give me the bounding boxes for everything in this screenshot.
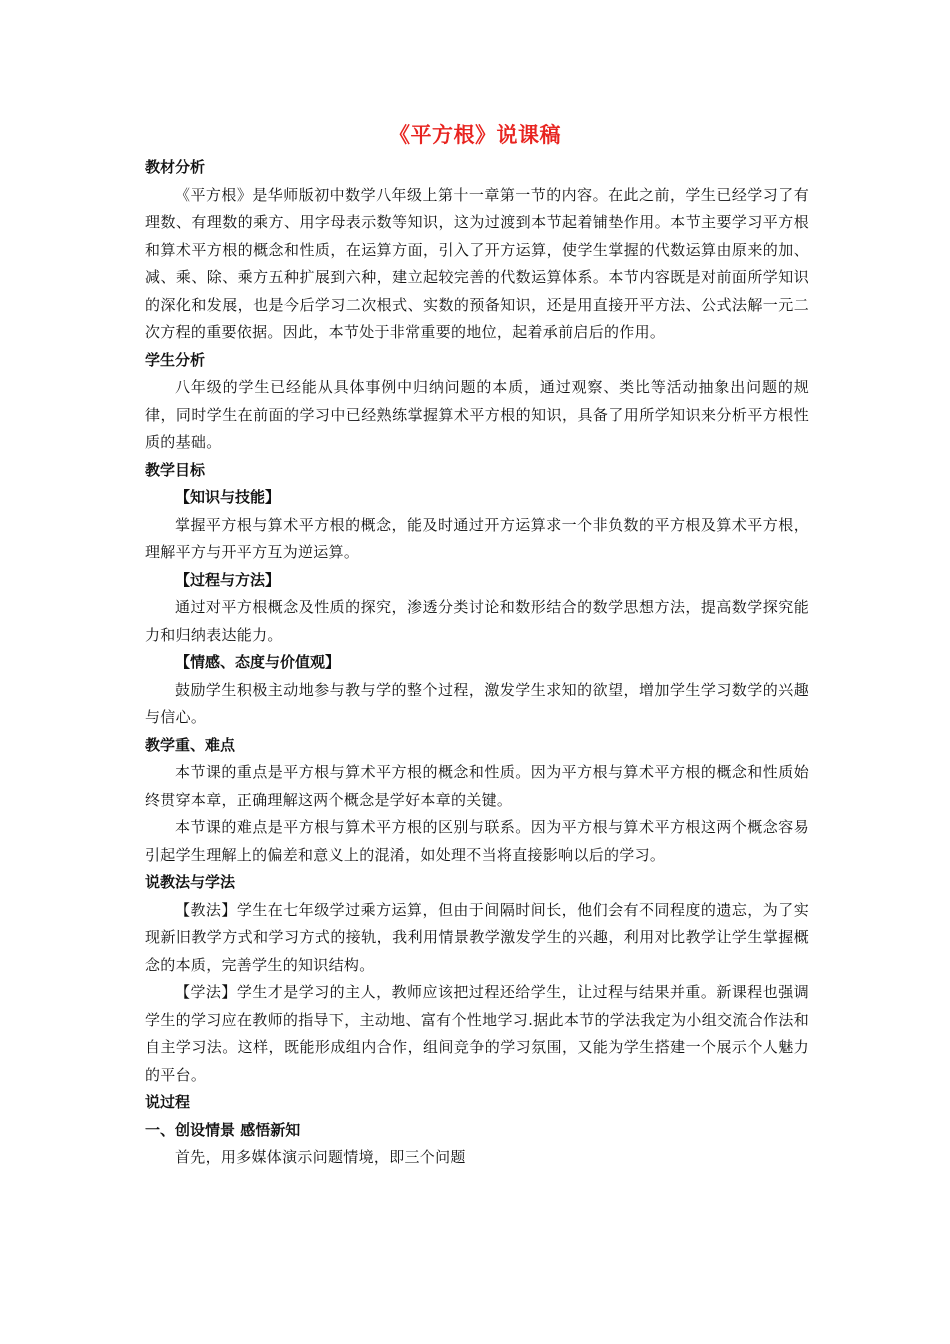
paragraph: 掌握平方根与算术平方根的概念，能及时通过开方运算求一个非负数的平方根及算术平方根，理解平方与开平方互为逆运算。 [145, 515, 809, 561]
paragraph: 鼓励学生积极主动地参与教与学的整个过程，激发学生求知的欲望，增加学生学习数学的兴趣与信心。 [145, 680, 809, 726]
section-heading-teaching-goals: 教学目标 [145, 460, 206, 479]
paragraph: 【教法】学生在七年级学过乘方运算，但由于间隔时间长，他们会有不同程度的遗忘，为了实现新旧教学方式和学习方式的接轨，我利用情景教学激发学生的兴趣，利用对比教学让学生掌握概念的本质，完善学生的知识结构。 [145, 900, 809, 974]
section-heading-process: 说过程 [145, 1093, 191, 1111]
section-heading-methods: 说教法与学法 [145, 873, 236, 891]
goal-label-attitude: 【情感、态度与价值观】 [175, 653, 341, 671]
section-heading-textbook-analysis: 教材分析 [145, 158, 206, 176]
document-body [145, 154, 809, 1172]
paragraph: 八年级的学生已经能从具体事例中归纳问题的本质，通过观察、类比等活动抽象出问题的规律，同时学生在前面的学习中已经熟练掌握算术平方根的知识，具备了用所学知识来分析平方根性质的基础。 [145, 378, 809, 451]
paragraph: 通过对平方根概念及性质的探究，渗透分类讨论和数形结合的数学思想方法，提高数学探究能力和归纳表达能力。 [145, 598, 809, 644]
paragraph: 【学法】学生才是学习的主人，教师应该把过程还给学生，让过程与结果并重。新课程也强调学生的学习应在教师的指导下，主动地、富有个性地学习.据此本节的学法我定为小组交流合作法和自主学习法。这样，既能形成组内合作，组间竞争的学习氛围，又能为学生搭建一个展示个人魅力的平台。 [145, 983, 809, 1084]
section-heading-key-points: 教学重、难点 [145, 735, 236, 754]
paragraph: 本节课的难点是平方根与算术平方根的区别与联系。因为平方根与算术平方根这两个概念容易引起学生理解上的偏差和意义上的混淆，如处理不当将直接影响以后的学习。 [145, 818, 809, 864]
paragraph: 首先，用多媒体演示问题情境，即三个问题 [175, 1148, 466, 1166]
goal-label-knowledge: 【知识与技能】 [175, 488, 281, 506]
paragraph: 本节课的重点是平方根与算术平方根的概念和性质。因为平方根与算术平方根的概念和性质始终贯穿本章，正确理解这两个概念是学好本章的关键。 [145, 763, 809, 809]
document-title: 《平方根》说课稿 [389, 123, 561, 147]
section-heading-student-analysis: 学生分析 [145, 350, 206, 369]
subheading-scenario: 一、创设情景 感悟新知 [145, 1120, 301, 1139]
paragraph: 《平方根》是华师版初中数学八年级上第十一章第一节的内容。在此之前，学生已经学习了有理数、有理数的乘方、用字母表示数等知识，这为过渡到本节起着铺垫作用。本节主要学习平方根和算术平方根的概念和性质，在运算方面，引入了开方运算，使学生掌握的代数运算由原来的加、减、乘、除、乘方五种扩展到六种，建立起较完善的代数运算体系。本节内容既是对前面所学知识的深化和发展，也是今后学习二次根式、实数的预备知识，还是用直接开平方法、公式法解一元二次方程的重要依据。因此，本节处于非常重要的地位，起着承前启后的作用。 [145, 185, 809, 341]
goal-label-process: 【过程与方法】 [175, 570, 281, 589]
